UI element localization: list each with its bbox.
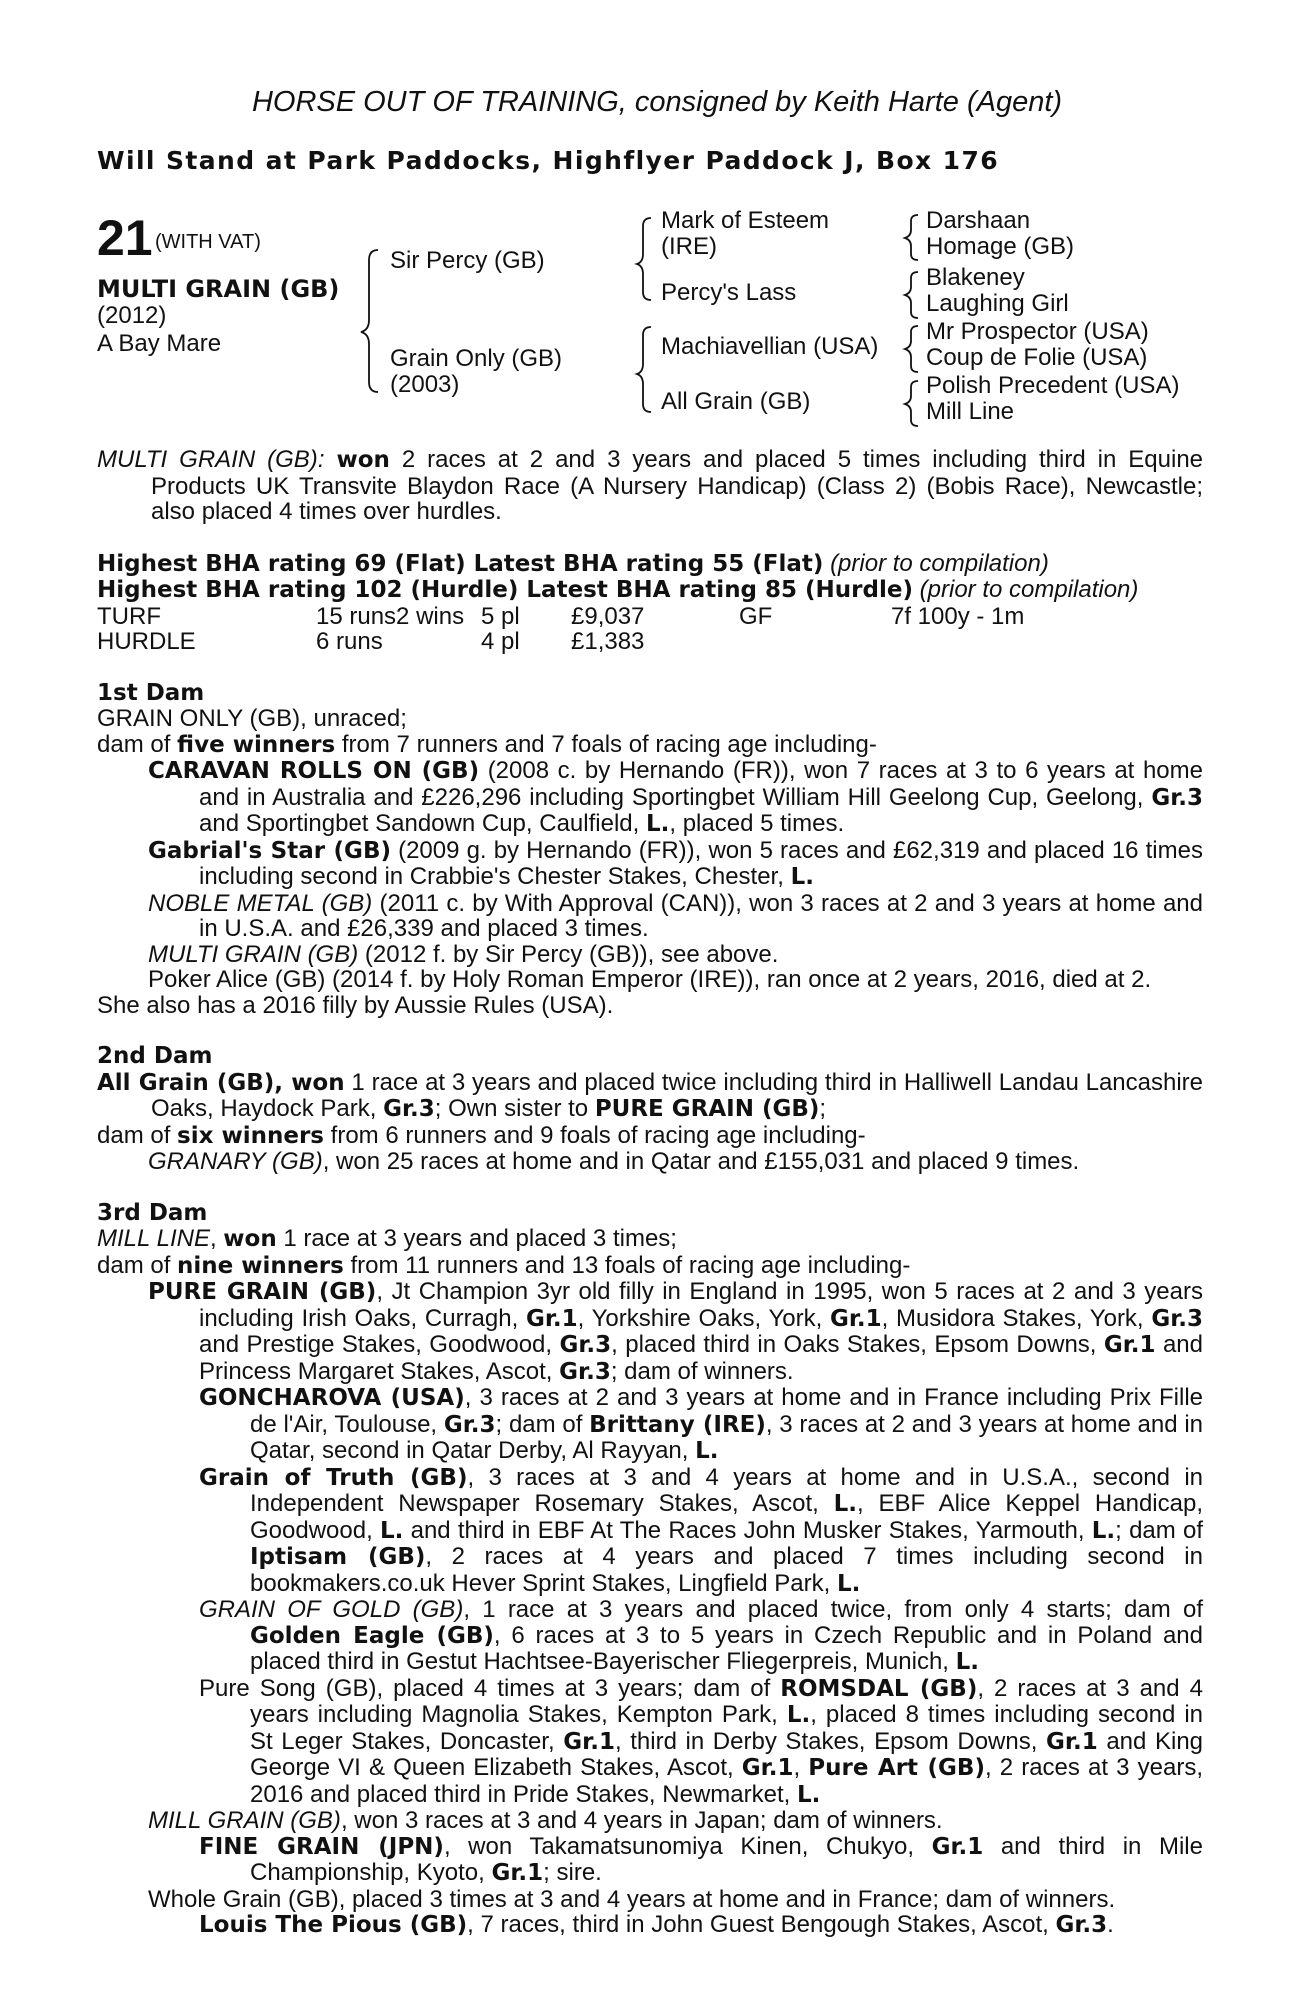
bracket-sire [637, 218, 651, 300]
catalogue-body [97, 447, 1203, 1939]
pedigree-g4: Laughing Girl [926, 290, 1069, 317]
pedigree-sire-dam: Percy's Lass [661, 279, 797, 306]
produce-granary: GRANARY (GB), won 25 races at home and in Qatar and £155,031 and placed 9 times. [148, 1148, 1080, 1175]
horse-name: MULTI GRAIN (GB) [97, 275, 340, 303]
hurdle-record: HURDLE 6 runs 4 pl £1,383 [97, 628, 645, 655]
bracket-gen1 [361, 250, 378, 392]
first-dam-produce: dam of five winners from 7 runners and 7 foals of racing age including- [97, 730, 877, 758]
produce-whole-grain: Whole Grain (GB), placed 3 times at 3 and 4 years at home and in France; dam of winners. [148, 1885, 1116, 1913]
bracket-g3 [905, 326, 918, 372]
pedigree-dam-sire: Machiavellian (USA) [661, 333, 879, 360]
bracket-dam [637, 327, 651, 412]
stand-location: Will Stand at Park Paddocks, Highflyer Paddock J, Box 176 [97, 146, 1000, 175]
produce-grain-of-gold: GRAIN OF GOLD (GB), 1 race at 3 years and placed twice, from only 4 starts; dam of Golden Eagle (GB), 6 races at 3 to 5 years in Czech Republic and in Poland and placed third in Gestut Hachtsee-Bayerischer Fliegerpreis, Munich, L. [199, 1596, 1203, 1675]
bracket-g4 [905, 381, 918, 426]
pedigree-dam: Grain Only (GB) [390, 345, 563, 372]
pedigree-sire-sire-country: (IRE) [661, 233, 717, 260]
produce-grain-of-truth: Grain of Truth (GB), 3 races at 3 and 4 years at home and in U.S.A., second in Independent Newspaper Rosemary Stakes, Ascot, L., EBF Alice Keppel Handicap, Goodwood, L. and third in EBF At The Races John Musker Stakes, Yarmouth, L.; dam of Iptisam (GB), 2 races at 4 years and placed 7 times including second in bookmakers.co.uk Hever Sprint Stakes, Lingfield Park, L. [199, 1463, 1204, 1597]
produce-multi-grain: MULTI GRAIN (GB) (2012 f. by Sir Percy (GB)), see above. [148, 940, 779, 968]
produce-goncharova: GONCHAROVA (USA), 3 races at 2 and 3 years at home and in France including Prix Fille de l'Air, Toulouse, Gr.3; dam of Brittany (IRE), 3 races at 2 and 3 years at home and in Qatar, second in Qatar Derby, Al Rayyan, L. [199, 1384, 1204, 1464]
produce-noble-metal: NOBLE METAL (GB) (2011 c. by With Approval (CAN)), won 3 races at 2 and 3 years at home and in U.S.A. and £26,339 and placed 3 times. [148, 889, 1203, 942]
pedigree-g6: Coup de Folie (USA) [926, 344, 1148, 371]
lot-number: 21 [97, 210, 153, 266]
horse-year: (2012) [97, 302, 167, 329]
pedigree-sire-sire: Mark of Esteem [661, 207, 830, 234]
first-dam-filly-note: She also has a 2016 filly by Aussie Rules (USA). [97, 991, 614, 1019]
second-dam-produce: dam of six winners from 6 runners and 9 foals of racing age including- [97, 1121, 866, 1149]
page-title: HORSE OUT OF TRAINING, consigned by Keith Harte (Agent) [251, 86, 1063, 118]
third-dam-produce: dam of nine winners from 11 runners and 13 foals of racing age including- [97, 1251, 911, 1279]
summary-text: 2 races at 2 and 3 years and placed 5 times including third in Equine Products UK Transvite Blaydon Race (A Nursery Handicap) (Class 2) (Bobis Race), Newcastle; also placed 4 times over hurdles. [151, 446, 1204, 525]
produce-poker-alice: Poker Alice (GB) (2014 f. by Holy Roman Emperor (IRE)), ran once at 2 years, 2016, died at 2. [148, 966, 1152, 993]
pedigree-dam-dam: All Grain (GB) [661, 388, 811, 415]
second-dam-heading: 2nd Dam [97, 1043, 213, 1069]
flat-rating: Highest BHA rating 69 (Flat) Latest BHA rating 55 (Flat) (prior to compilation) [97, 549, 1049, 577]
produce-pure-song: Pure Song (GB), placed 4 times at 3 years; dam of ROMSDAL (GB), 2 races at 3 and 4 years including Magnolia Stakes, Kempton Park, L., placed 8 times including second in St Leger Stakes, Doncaster, Gr.1, third in Derby Stakes, Epsom Downs, Gr.1 and King George VI & Queen Elizabeth Stakes, Ascot, Gr.1, Pure Art (GB), 2 races at 3 years, 2016 and placed third in Pride Stakes, Newmarket, L. [199, 1674, 1204, 1808]
race-summary: MULTI GRAIN (GB): won 2 races at 2 and 3 years and placed 5 times including third in Equine Products UK Transvite Blaydon Race (A Nursery Handicap) (Class 2) (Bobis Race), Newcastle; also placed 4 times over hurdles. [97, 446, 1204, 525]
third-dam-record: MILL LINE, won 1 race at 3 years and placed 3 times; [97, 1225, 677, 1252]
second-dam-record: All Grain (GB), won 1 race at 3 years and placed twice including third in Halliwell Landau Lancashire Oaks, Haydock Park, Gr.3; Own sister to PURE GRAIN (GB); [97, 1068, 1204, 1122]
third-dam-heading: 3rd Dam [97, 1199, 208, 1226]
bracket-g1 [905, 215, 918, 260]
pedigree-g2: Homage (GB) [926, 233, 1075, 260]
produce-louis-the-pious: Louis The Pious (GB), 7 races, third in John Guest Bengough Stakes, Ascot, Gr.3. [199, 1911, 1114, 1938]
produce-gabrials-star: Gabrial's Star (GB) (2009 g. by Hernando (FR)), won 5 races and £62,319 and placed 16 times including second in Crabbie's Chester Stakes, Chester, L. [148, 836, 1203, 890]
pedigree-g5: Mr Prospector (USA) [926, 318, 1149, 345]
produce-mill-grain: MILL GRAIN (GB), won 3 races at 3 and 4 years in Japan; dam of winners. [148, 1807, 943, 1834]
pedigree-dam-year: (2003) [390, 371, 460, 398]
first-dam-name: GRAIN ONLY (GB), unraced; [97, 705, 407, 732]
pedigree-g1: Darshaan [926, 207, 1031, 234]
horse-description: A Bay Mare [97, 330, 222, 357]
produce-pure-grain: PURE GRAIN (GB), Jt Champion 3yr old filly in England in 1995, won 5 races at 2 and 3 years including Irish Oaks, Curragh, Gr.1, Yorkshire Oaks, York, Gr.1, Musidora Stakes, York, Gr.3 and Prestige Stakes, Goodwood, Gr.3, placed third in Oaks Stakes, Epsom Downs, Gr.1 and Princess Margaret Stakes, Ascot, Gr.3; dam of winners. [148, 1278, 1203, 1385]
first-dam-heading: 1st Dam [97, 679, 205, 706]
pedigree-g8: Mill Line [926, 398, 1015, 425]
pedigree-g3: Blakeney [926, 264, 1025, 291]
hurdle-rating: Highest BHA rating 102 (Hurdle) Latest BHA rating 85 (Hurdle) (prior to compilation) [97, 576, 1139, 603]
turf-record: TURF 15 runs2 wins 5 pl £9,037 GF 7f 100y - 1m [97, 602, 1025, 630]
produce-fine-grain: FINE GRAIN (JPN), won Takamatsunomiya Kinen, Chukyo, Gr.1 and third in Mile Championship, Kyoto, Gr.1; sire. [199, 1832, 1203, 1886]
produce-caravan-rolls-on: CARAVAN ROLLS ON (GB) (2008 c. by Hernando (FR)), won 7 races at 3 to 6 years at home and in Australia and £226,296 including Sportingbet William Hill Geelong Cup, Geelong, Gr.3 and Sportingbet Sandown Cup, Caulfield, L., placed 5 times. [148, 757, 1203, 837]
pedigree-sire: Sir Percy (GB) [390, 247, 545, 274]
pedigree-g7: Polish Precedent (USA) [926, 372, 1180, 399]
lot-vat: (WITH VAT) [155, 231, 261, 253]
bracket-g2 [905, 272, 918, 318]
